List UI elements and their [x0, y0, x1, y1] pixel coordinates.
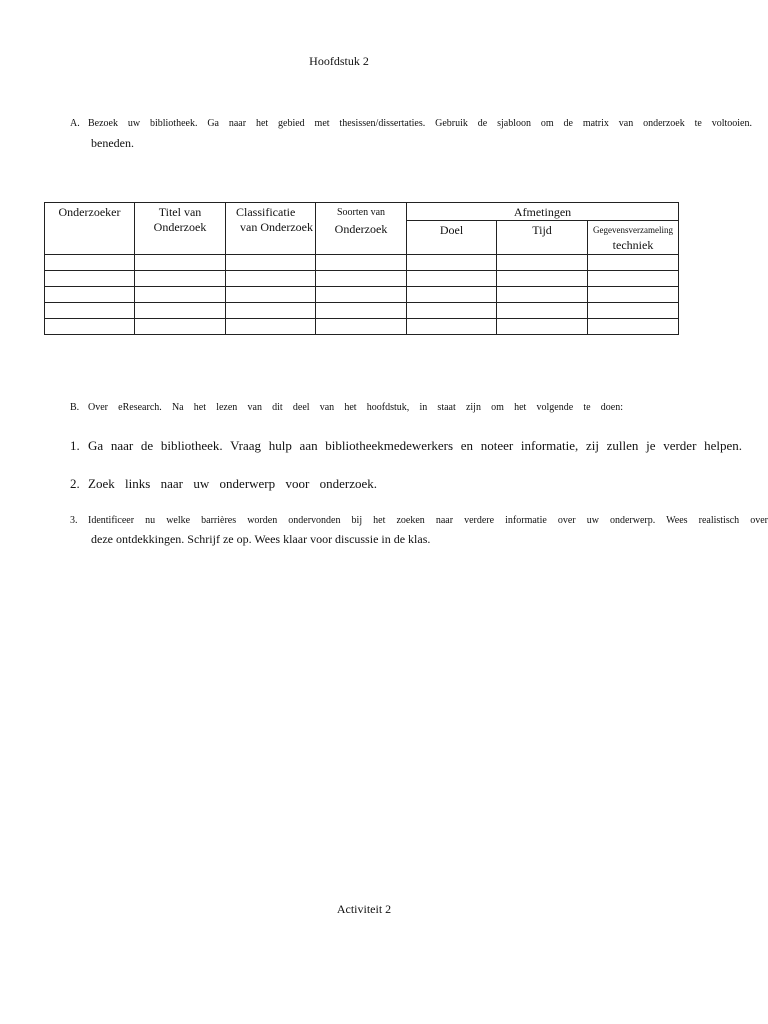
table-cell[interactable]	[588, 319, 679, 335]
header-titel: Titel van Onderzoek	[135, 203, 226, 255]
list-item-number: 1.	[70, 438, 80, 453]
table-cell[interactable]	[135, 319, 226, 335]
table-cell[interactable]	[588, 271, 679, 287]
header-gegevens: Gegevensverzameling techniek	[588, 221, 679, 255]
list-item-text: Ga naar de bibliotheek. Vraag hulp aan bibliotheekmedewerkers en noteer informatie, zij zullen je verder helpen.	[88, 438, 742, 453]
table-cell[interactable]	[316, 271, 407, 287]
instruction-a-line2: beneden.	[91, 136, 134, 150]
header-tijd: Tijd	[497, 221, 588, 255]
table-row	[45, 287, 679, 303]
table-cell[interactable]	[226, 287, 316, 303]
table-cell[interactable]	[316, 287, 407, 303]
activity-label: Activiteit 2	[336, 902, 392, 916]
instruction-a-label: A.	[70, 118, 80, 129]
list-item-number: 2.	[70, 476, 80, 491]
table-cell[interactable]	[45, 303, 135, 319]
table-cell[interactable]	[316, 319, 407, 335]
table-cell[interactable]	[226, 255, 316, 271]
table-cell[interactable]	[316, 303, 407, 319]
table-cell[interactable]	[135, 255, 226, 271]
instruction-b	[70, 398, 623, 417]
table-cell[interactable]	[497, 303, 588, 319]
research-matrix-table	[44, 202, 679, 335]
instruction-b-label: B.	[70, 402, 80, 413]
list-item	[70, 511, 768, 530]
table-row	[45, 319, 679, 335]
table-cell[interactable]	[407, 303, 497, 319]
table-cell[interactable]	[316, 255, 407, 271]
header-soorten: Soorten van Onderzoek	[316, 203, 407, 255]
table-cell[interactable]	[135, 287, 226, 303]
header-onderzoeker: Onderzoeker	[45, 203, 135, 255]
table-cell[interactable]	[45, 271, 135, 287]
table-cell[interactable]	[45, 287, 135, 303]
table-cell[interactable]	[497, 255, 588, 271]
instruction-b-text: Over eResearch. Na het lezen van dit deel van het hoofdstuk, in staat zijn om het volgende te doen:	[88, 402, 623, 413]
instruction-a-line1	[70, 114, 752, 133]
table-cell[interactable]	[588, 303, 679, 319]
table-cell[interactable]	[407, 287, 497, 303]
table-cell[interactable]	[407, 271, 497, 287]
list-item-text: Zoek links naar uw onderwerp voor onderzoek.	[88, 476, 377, 491]
table-cell[interactable]	[497, 287, 588, 303]
table-cell[interactable]	[588, 287, 679, 303]
table-cell[interactable]	[226, 319, 316, 335]
table-cell[interactable]	[407, 319, 497, 335]
list-item-number: 3.	[70, 515, 78, 526]
table-cell[interactable]	[135, 303, 226, 319]
page-title: Hoofdstuk 2	[309, 54, 369, 68]
matrix-body	[45, 255, 679, 335]
table-row	[45, 271, 679, 287]
table-cell[interactable]	[226, 271, 316, 287]
list-item-continuation: deze ontdekkingen. Schrijf ze op. Wees klaar voor discussie in de klas.	[91, 532, 431, 546]
table-cell[interactable]	[45, 319, 135, 335]
instruction-a-text: Bezoek uw bibliotheek. Ga naar het gebied met thesissen/dissertaties. Gebruik de sjabloon om de matrix van onderzoek te voltooien.	[88, 118, 752, 129]
table-cell[interactable]	[226, 303, 316, 319]
table-row	[45, 255, 679, 271]
header-classificatie: Classificatie van Onderzoek	[226, 203, 316, 255]
list-item	[70, 474, 377, 493]
table-cell[interactable]	[45, 255, 135, 271]
list-item	[70, 436, 742, 455]
header-doel: Doel	[407, 221, 497, 255]
table-cell[interactable]	[588, 255, 679, 271]
table-cell[interactable]	[135, 271, 226, 287]
table-row	[45, 303, 679, 319]
table-cell[interactable]	[407, 255, 497, 271]
table-cell[interactable]	[497, 271, 588, 287]
table-cell[interactable]	[497, 319, 588, 335]
header-afmetingen: Afmetingen	[407, 203, 679, 221]
list-item-text: Identificeer nu welke barrières worden ondervonden bij het zoeken naar verdere informatie over uw onderwerp. Wees realistisch over	[88, 515, 768, 526]
